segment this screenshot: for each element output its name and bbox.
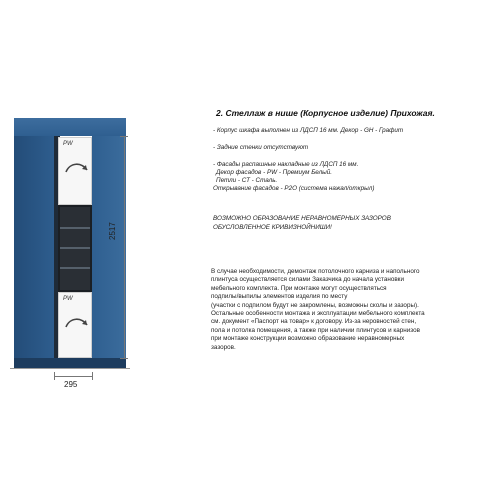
installation-notes — [211, 268, 496, 352]
niche-left-wall — [14, 136, 58, 368]
width-dimension-label: 295 — [64, 380, 78, 389]
note-line: подпилы/выпилы элементов изделия по месту — [211, 293, 348, 301]
top-door-label: PW — [63, 141, 73, 147]
spec-line: - Корпус шкафа выполнен из ЛДСП 16 мм. Декор - GH - Графит — [213, 127, 404, 134]
top-door — [58, 137, 92, 205]
note-line: В случае необходимости, демонтаж потолочного карниза и напольного — [211, 268, 420, 275]
opening-arrow-icon — [62, 311, 92, 341]
ceiling-wall — [14, 118, 126, 136]
warning-block — [213, 214, 391, 232]
note-line: мебельного комплекта. При монтаже могут осуществляться — [211, 284, 387, 292]
bottom-door-label: PW — [63, 296, 73, 302]
floor-line — [10, 368, 130, 369]
note-line: см. документ «Паспорт на товар» к договору. Из-за неровностей стен, — [211, 318, 417, 326]
note-line: зазоров. — [211, 343, 236, 351]
shelf — [60, 247, 90, 249]
warning-line: ВОЗМОЖНО ОБРАЗОВАНИЕ НЕРАВНОМЕРНЫХ ЗАЗОРОВ — [213, 215, 391, 222]
height-dimension-label: 2517 — [108, 222, 117, 240]
floor-plinth — [14, 358, 126, 368]
note-line: при монтаже конструкции возможно образование неравномерных — [211, 335, 405, 343]
height-dimension-line — [124, 136, 125, 358]
dimension-tick — [120, 136, 128, 137]
note-line: плинтуса осуществляется силами Заказчика до начала установки — [211, 276, 404, 284]
shelf — [60, 227, 90, 229]
bottom-door — [58, 292, 92, 358]
niche-right-wall — [92, 136, 126, 368]
note-line: пола и потолка помещения, а также при наличии плинтусов и карнизов — [211, 326, 420, 334]
warning-line: ОБУСЛОВЛЕННОЕ КРИВИЗНОЙНИШИ! — [213, 224, 332, 231]
note-line: (участки с подпилом будут не закромлены, возможны сколы и зазоры). — [211, 301, 419, 309]
spec-line: - Фасады распашные накладные из ЛДСП 16 мм. — [213, 161, 359, 168]
shelf — [60, 267, 90, 269]
open-shelving-section — [58, 205, 92, 292]
opening-arrow-icon — [62, 156, 92, 186]
document-title: 2. Стеллаж в нише (Корпусное изделие) Прихожая. — [216, 108, 435, 118]
spec-line: Открывание фасадов - P2O (система нажал/открыл) — [213, 185, 375, 192]
spec-line: - Задние стенки отсутствуют — [213, 144, 309, 151]
width-dimension-line — [54, 376, 92, 377]
dimension-tick — [120, 358, 128, 359]
dimension-tick — [92, 372, 93, 380]
spec-line: Петли - СТ - Сталь. — [216, 177, 278, 184]
spec-line: Декор фасадов - PW - Премиум Белый. — [216, 169, 333, 176]
note-line: Остальные особенности монтажа и эксплуатации мебельного комплекта — [211, 310, 425, 318]
cabinet-drawing — [0, 0, 200, 400]
dimension-tick — [54, 372, 55, 380]
